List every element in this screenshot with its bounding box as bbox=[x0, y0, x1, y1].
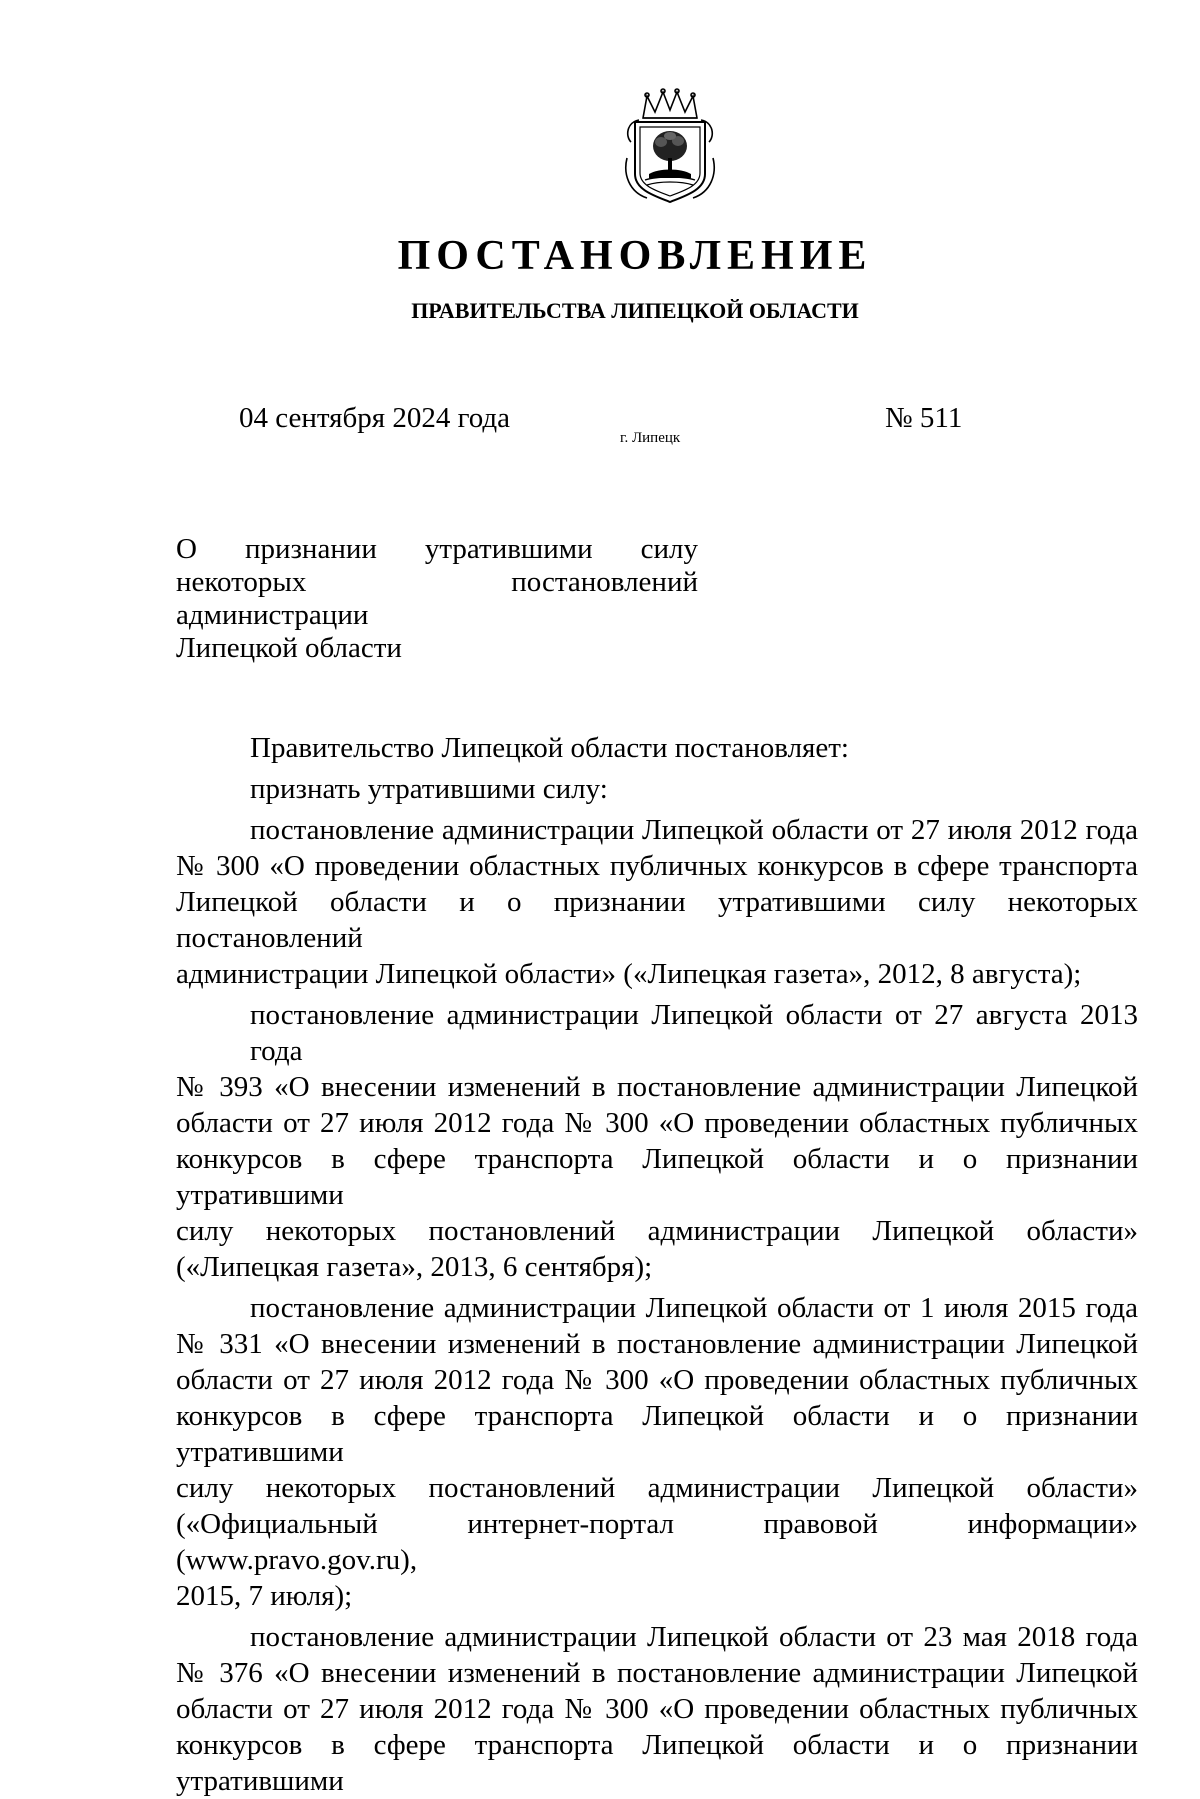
item-line: области от 27 июля 2012 года № 300 «О проведении областных публичных bbox=[176, 1693, 1138, 1725]
item-line: области от 27 июля 2012 года № 300 «О проведении областных публичных bbox=[176, 1364, 1138, 1396]
item-line: области от 27 июля 2012 года № 300 «О проведении областных публичных bbox=[176, 1107, 1138, 1139]
item-line: № 331 «О внесении изменений в постановление администрации Липецкой bbox=[176, 1328, 1138, 1360]
item-line: постановление администрации Липецкой области от 23 мая 2018 года bbox=[250, 1621, 1138, 1653]
decision-paragraph: признать утратившими силу: bbox=[250, 773, 608, 805]
document-subject bbox=[176, 533, 698, 665]
document-body bbox=[176, 730, 1138, 1799]
item-line: 2015, 7 июля); bbox=[176, 1580, 353, 1612]
item-line: конкурсов в сфере транспорта Липецкой области и о признании утратившими bbox=[176, 1729, 1138, 1797]
list-item bbox=[176, 997, 1138, 1285]
item-line: («Официальный интернет-портал правовой информации» (www.pravo.gov.ru), bbox=[176, 1508, 1138, 1576]
item-line: силу некоторых постановлений администрации Липецкой области» bbox=[176, 1215, 1138, 1247]
document-title: ПОСТАНОВЛЕНИЕ bbox=[397, 233, 873, 279]
item-line: постановление администрации Липецкой области от 1 июля 2015 года bbox=[250, 1292, 1138, 1324]
subject-line: некоторых постановлений администрации bbox=[176, 566, 698, 631]
item-line: № 300 «О проведении областных публичных конкурсов в сфере транспорта bbox=[176, 850, 1138, 882]
item-line: силу некоторых постановлений администрации Липецкой области» bbox=[176, 1472, 1138, 1504]
item-line: № 393 «О внесении изменений в постановление администрации Липецкой bbox=[176, 1071, 1138, 1103]
issuing-authority: ПРАВИТЕЛЬСТВА ЛИПЕЦКОЙ ОБЛАСТИ bbox=[411, 298, 859, 323]
subject-line: Липецкой области bbox=[176, 632, 402, 664]
intro-paragraph: Правительство Липецкой области постановляет: bbox=[250, 732, 849, 764]
item-line: конкурсов в сфере транспорта Липецкой области и о признании утратившими bbox=[176, 1400, 1138, 1468]
document-city: г. Липецк bbox=[620, 430, 681, 446]
lipetsk-coat-of-arms-icon bbox=[621, 88, 719, 206]
item-line: № 376 «О внесении изменений в постановление администрации Липецкой bbox=[176, 1657, 1138, 1689]
item-line: постановление администрации Липецкой области от 27 июля 2012 года bbox=[250, 814, 1138, 846]
list-item bbox=[176, 812, 1138, 992]
item-line: администрации Липецкой области» («Липецкая газета», 2012, 8 августа); bbox=[176, 958, 1082, 990]
item-line: постановление администрации Липецкой области от 27 августа 2013 года bbox=[250, 999, 1138, 1067]
list-item bbox=[176, 1619, 1138, 1799]
item-line: («Липецкая газета», 2013, 6 сентября); bbox=[176, 1251, 653, 1283]
list-item bbox=[176, 1290, 1138, 1614]
item-line: Липецкой области и о признании утратившими силу некоторых постановлений bbox=[176, 886, 1138, 954]
item-line: конкурсов в сфере транспорта Липецкой области и о признании утратившими bbox=[176, 1143, 1138, 1211]
subject-line: О признании утратившими силу bbox=[176, 533, 698, 565]
document-number: № 511 bbox=[885, 402, 963, 434]
document-date: 04 сентября 2024 года bbox=[239, 402, 511, 434]
